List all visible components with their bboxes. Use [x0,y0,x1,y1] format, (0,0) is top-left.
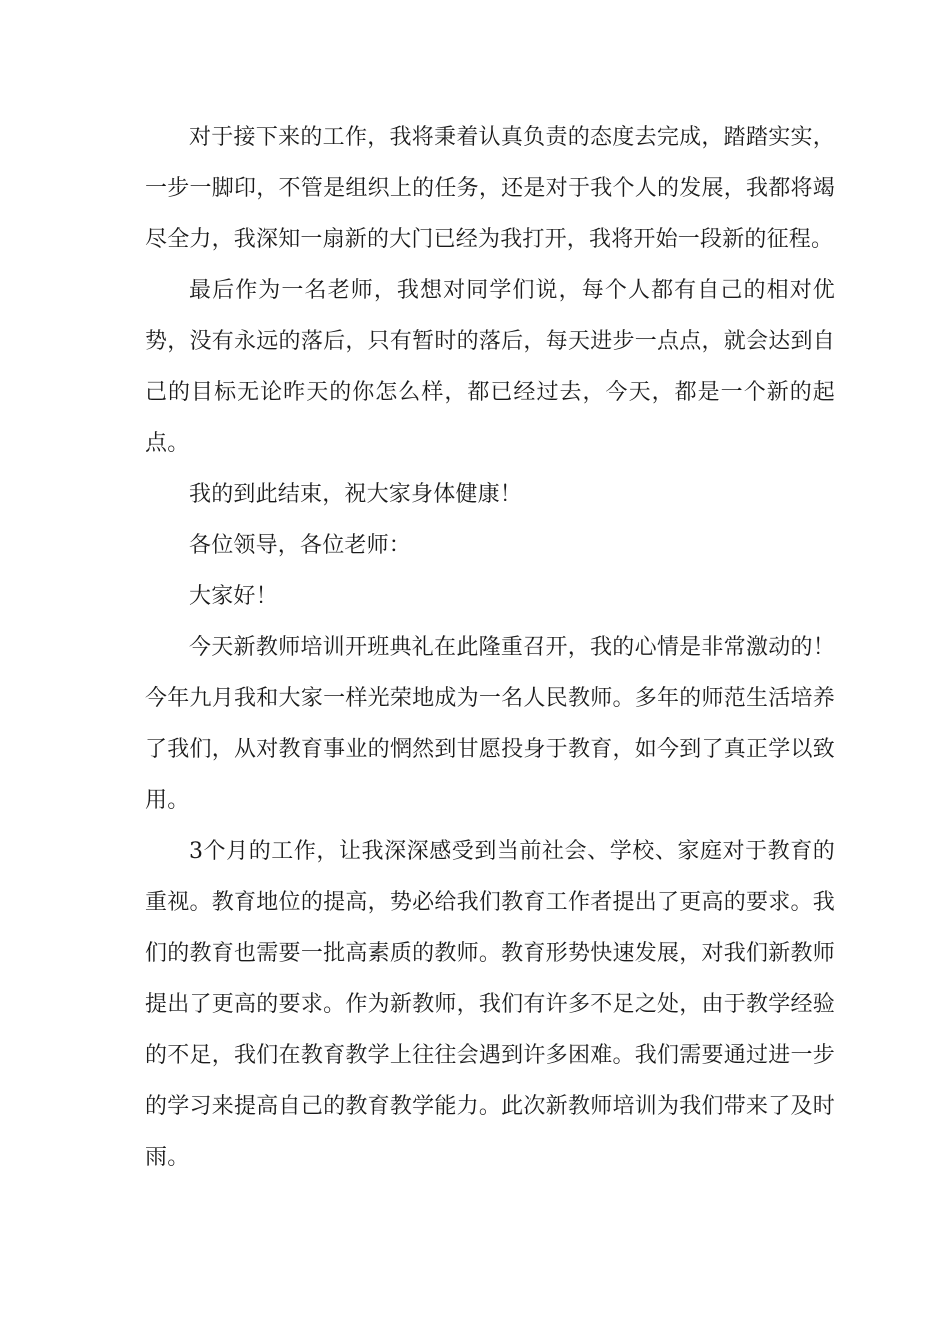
paragraph-closing: 我的到此结束，祝大家身体健康！ [189,482,523,507]
paragraph-work-attitude: 对于接下来的工作，我将秉着认真负责的态度去完成，踏踏实实，一步一脚印，不管是组织上的任务，还是对于我个人的发展，我都将竭尽全力，我深知一扇新的大门已经为我打开，我将开始一段新的征程。 [145,125,835,252]
document-body [145,112,835,1183]
paragraph-opening-ceremony: 今天新教师培训开班典礼在此隆重召开，我的心情是非常激动的！今年九月我和大家一样光荣地成为一名人民教师。多年的师范生活培养了我们，从对教育事业的惘然到甘愿投身于教育，如今到了真正学以致用。 [145,635,835,813]
paragraph-message-to-students: 最后作为一名老师，我想对同学们说，每个人都有自己的相对优势，没有永远的落后，只有暂时的落后，每天进步一点点，就会达到自己的目标无论昨天的你怎么样，都已经过去，今天，都是一个新的起点。 [145,278,835,456]
paragraph-salutation: 各位领导，各位老师： [189,533,412,558]
paragraph-three-months-work: 3个月的工作，让我深深感受到当前社会、学校、家庭对于教育的重视。教育地位的提高，势必给我们教育工作者提出了更高的要求。我们的教育也需要一批高素质的教师。教育形势快速发展，对我们新教师提出了更高的要求。作为新教师，我们有许多不足之处，由于教学经验的不足，我们在教育教学上往往会遇到许多困难。我们需要通过进一步的学习来提高自己的教育教学能力。此次新教师培训为我们带来了及时雨。 [145,839,835,1170]
paragraph-greeting: 大家好！ [189,584,278,609]
